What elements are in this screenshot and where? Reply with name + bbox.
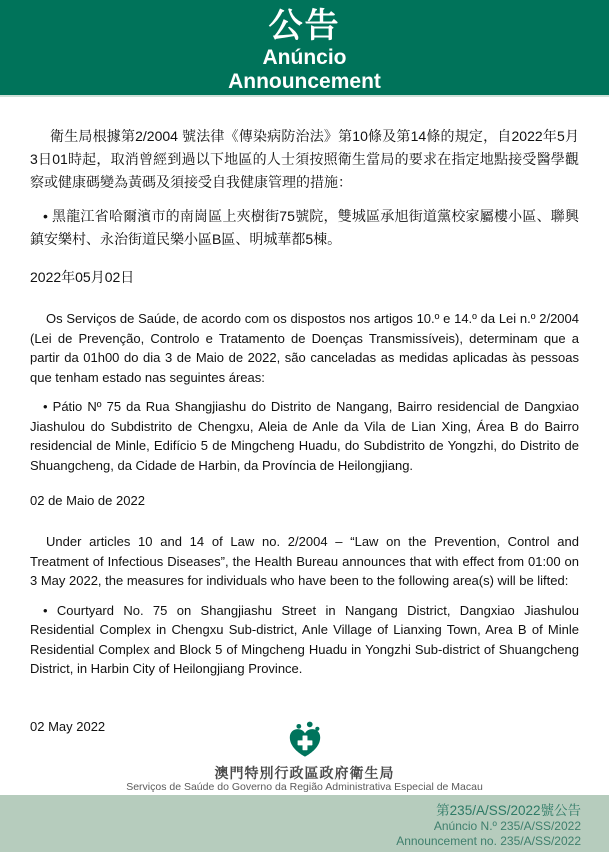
portuguese-paragraph: Os Serviços de Saúde, de acordo com os dispostos nos artigos 10.º e 14.º da Lei n.º 2/2004 (Lei de Prevenção, Controlo e Tratamento de Doenças Transmissíveis), determinam que a partir da 01h00 do dia 3 de Maio de 2022, são canceladas as medidas aplicadas às pessoas que tenham estado nas seguintes áreas:	[30, 311, 579, 385]
health-bureau-heart-cross-logo-icon	[286, 720, 324, 760]
header-banner	[0, 0, 609, 97]
reference-number-bar	[0, 795, 609, 852]
page-title-portuguese: Anúncio	[262, 46, 347, 69]
portuguese-date: 02 de Maio de 2022	[30, 493, 145, 508]
english-area-list-item: • Courtyard No. 75 on Shangjiashu Street in Nangang District, Dangxiao Jiashulou Residential Complex in Chengxu Sub-district, Anle Village of Lianxing Town, Area B of Minle Residential Complex and Block 5 of Mingcheng Huadu in Yongzhi Sub-district of Shuangcheng District, in Harbin City of Heilongjiang Province.	[30, 601, 579, 679]
section-chinese	[30, 125, 579, 287]
section-english	[30, 532, 579, 734]
portuguese-area-list-item: • Pátio Nº 75 da Rua Shangjiashu do Distrito de Nangang, Bairro residencial de Dangxiao Jiashulou do Subdistrito de Chengxu, Aleia de Anle da Vila de Lian Xing, Área B do Bairro residencial de Minle, Edifício 5 de Mingcheng Huadu, do Subdistrito de Yongzhi, do Distrito de Shuangcheng, da Cidade de Harbin, da Província de Heilongjiang.	[30, 397, 579, 475]
english-paragraph: Under articles 10 and 14 of Law no. 2/2004 – “Law on the Prevention, Control and Treatment of Infectious Diseases”, the Health Bureau announces that with effect from 01:00 on 3 May 2022, the measures for individuals who have been to the following area(s) will be lifted:	[30, 534, 579, 588]
document-body	[0, 125, 609, 734]
reference-number-portuguese: Anúncio N.º 235/A/SS/2022	[433, 819, 581, 833]
reference-number-english: Announcement no. 235/A/SS/2022	[396, 833, 581, 848]
english-date: 02 May 2022	[30, 718, 106, 734]
chinese-area-list-item: • 黑龍江省哈爾濱市的南崗區上夾樹街75號院，雙城區承旭街道黨校家屬樓小區、聯興鎮安樂村、永治街道民樂小區B區、明城華都5棟。	[30, 205, 579, 251]
org-name-chinese: 澳門特別行政區政府衛生局	[214, 765, 395, 781]
chinese-date: 2022年05月02日	[30, 269, 135, 285]
footer-organisation	[0, 720, 609, 795]
reference-number-chinese: 第235/A/SS/2022號公告	[436, 803, 581, 818]
page-title-english: Announcement	[228, 70, 381, 93]
section-portuguese	[30, 309, 579, 508]
chinese-paragraph: 衛生局根據第2/2004 號法律《傳染病防治法》第10條及第14條的規定，自2022年5月3日01時起，取消曾經到過以下地區的人士須按照衛生當局的要求在指定地點接受醫學觀察或健康碼變為黃碼及須接受自我健康管理的措施：	[30, 128, 579, 190]
page-title-chinese: 公告	[268, 7, 341, 45]
org-name-portuguese: Serviços de Saúde do Governo da Região Administrativa Especial de Macau	[126, 781, 483, 793]
